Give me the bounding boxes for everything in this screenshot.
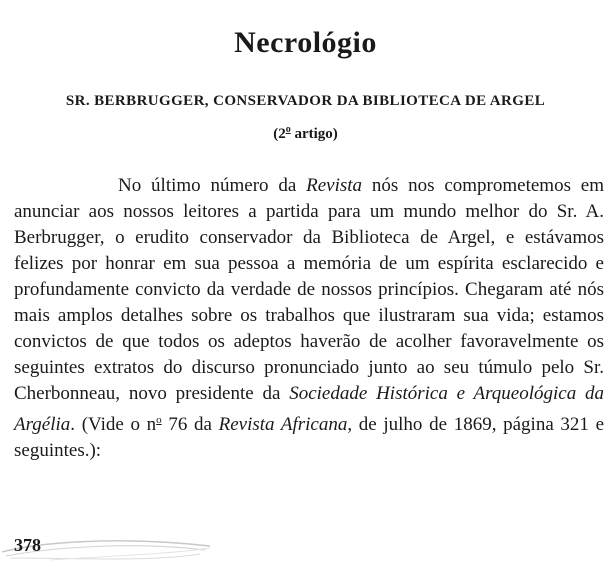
article-number-ordinal: o <box>285 124 291 135</box>
text-run-italic: Revista Africana <box>218 414 348 435</box>
article-number-prefix: (2 <box>273 126 286 142</box>
text-run-italic: Sociedade Histórica e Arqueológica da Argélia <box>14 383 605 435</box>
text-run-superscript: o <box>156 414 162 426</box>
text-run: . (Vide o n <box>70 414 157 435</box>
page-number: 378 <box>14 535 41 555</box>
text-run: No último número da <box>118 175 307 196</box>
text-run-italic: Revista <box>306 175 363 196</box>
page-title: Necrológio <box>234 26 377 59</box>
body-text <box>14 173 604 464</box>
text-run: nós nos comprometemos em anunciar aos nossos leitores a partida para um mundo melhor do Sr. A. Berbrugger, o erudito conservador da Biblioteca de Argel, e estávamos felizes por honrar em sua pessoa a memória de um espírita esclarecido e profundamente convicto da verdade de nossos princípios. Chegaram até nós mais amplos detalhes sobre os trabalhos que ilustraram sua vida; estamos convictos de que todos os adeptos haverão de acolher favoravelmente os seguintes extratos do discurso pronunciado junto ao seu túmulo pelo Sr. Cherbonneau, novo presidente da <box>14 175 605 404</box>
body-paragraph <box>14 173 604 464</box>
text-run: 76 da <box>161 414 219 435</box>
article-number <box>0 124 611 143</box>
article-number-suffix: artigo) <box>290 126 338 142</box>
text-run: , de julho de 1869, página 321 e seguintes.): <box>14 414 605 461</box>
article-subtitle: SR. BERBRUGGER, CONSERVADOR DA BIBLIOTECA DE ARGEL <box>65 93 546 109</box>
